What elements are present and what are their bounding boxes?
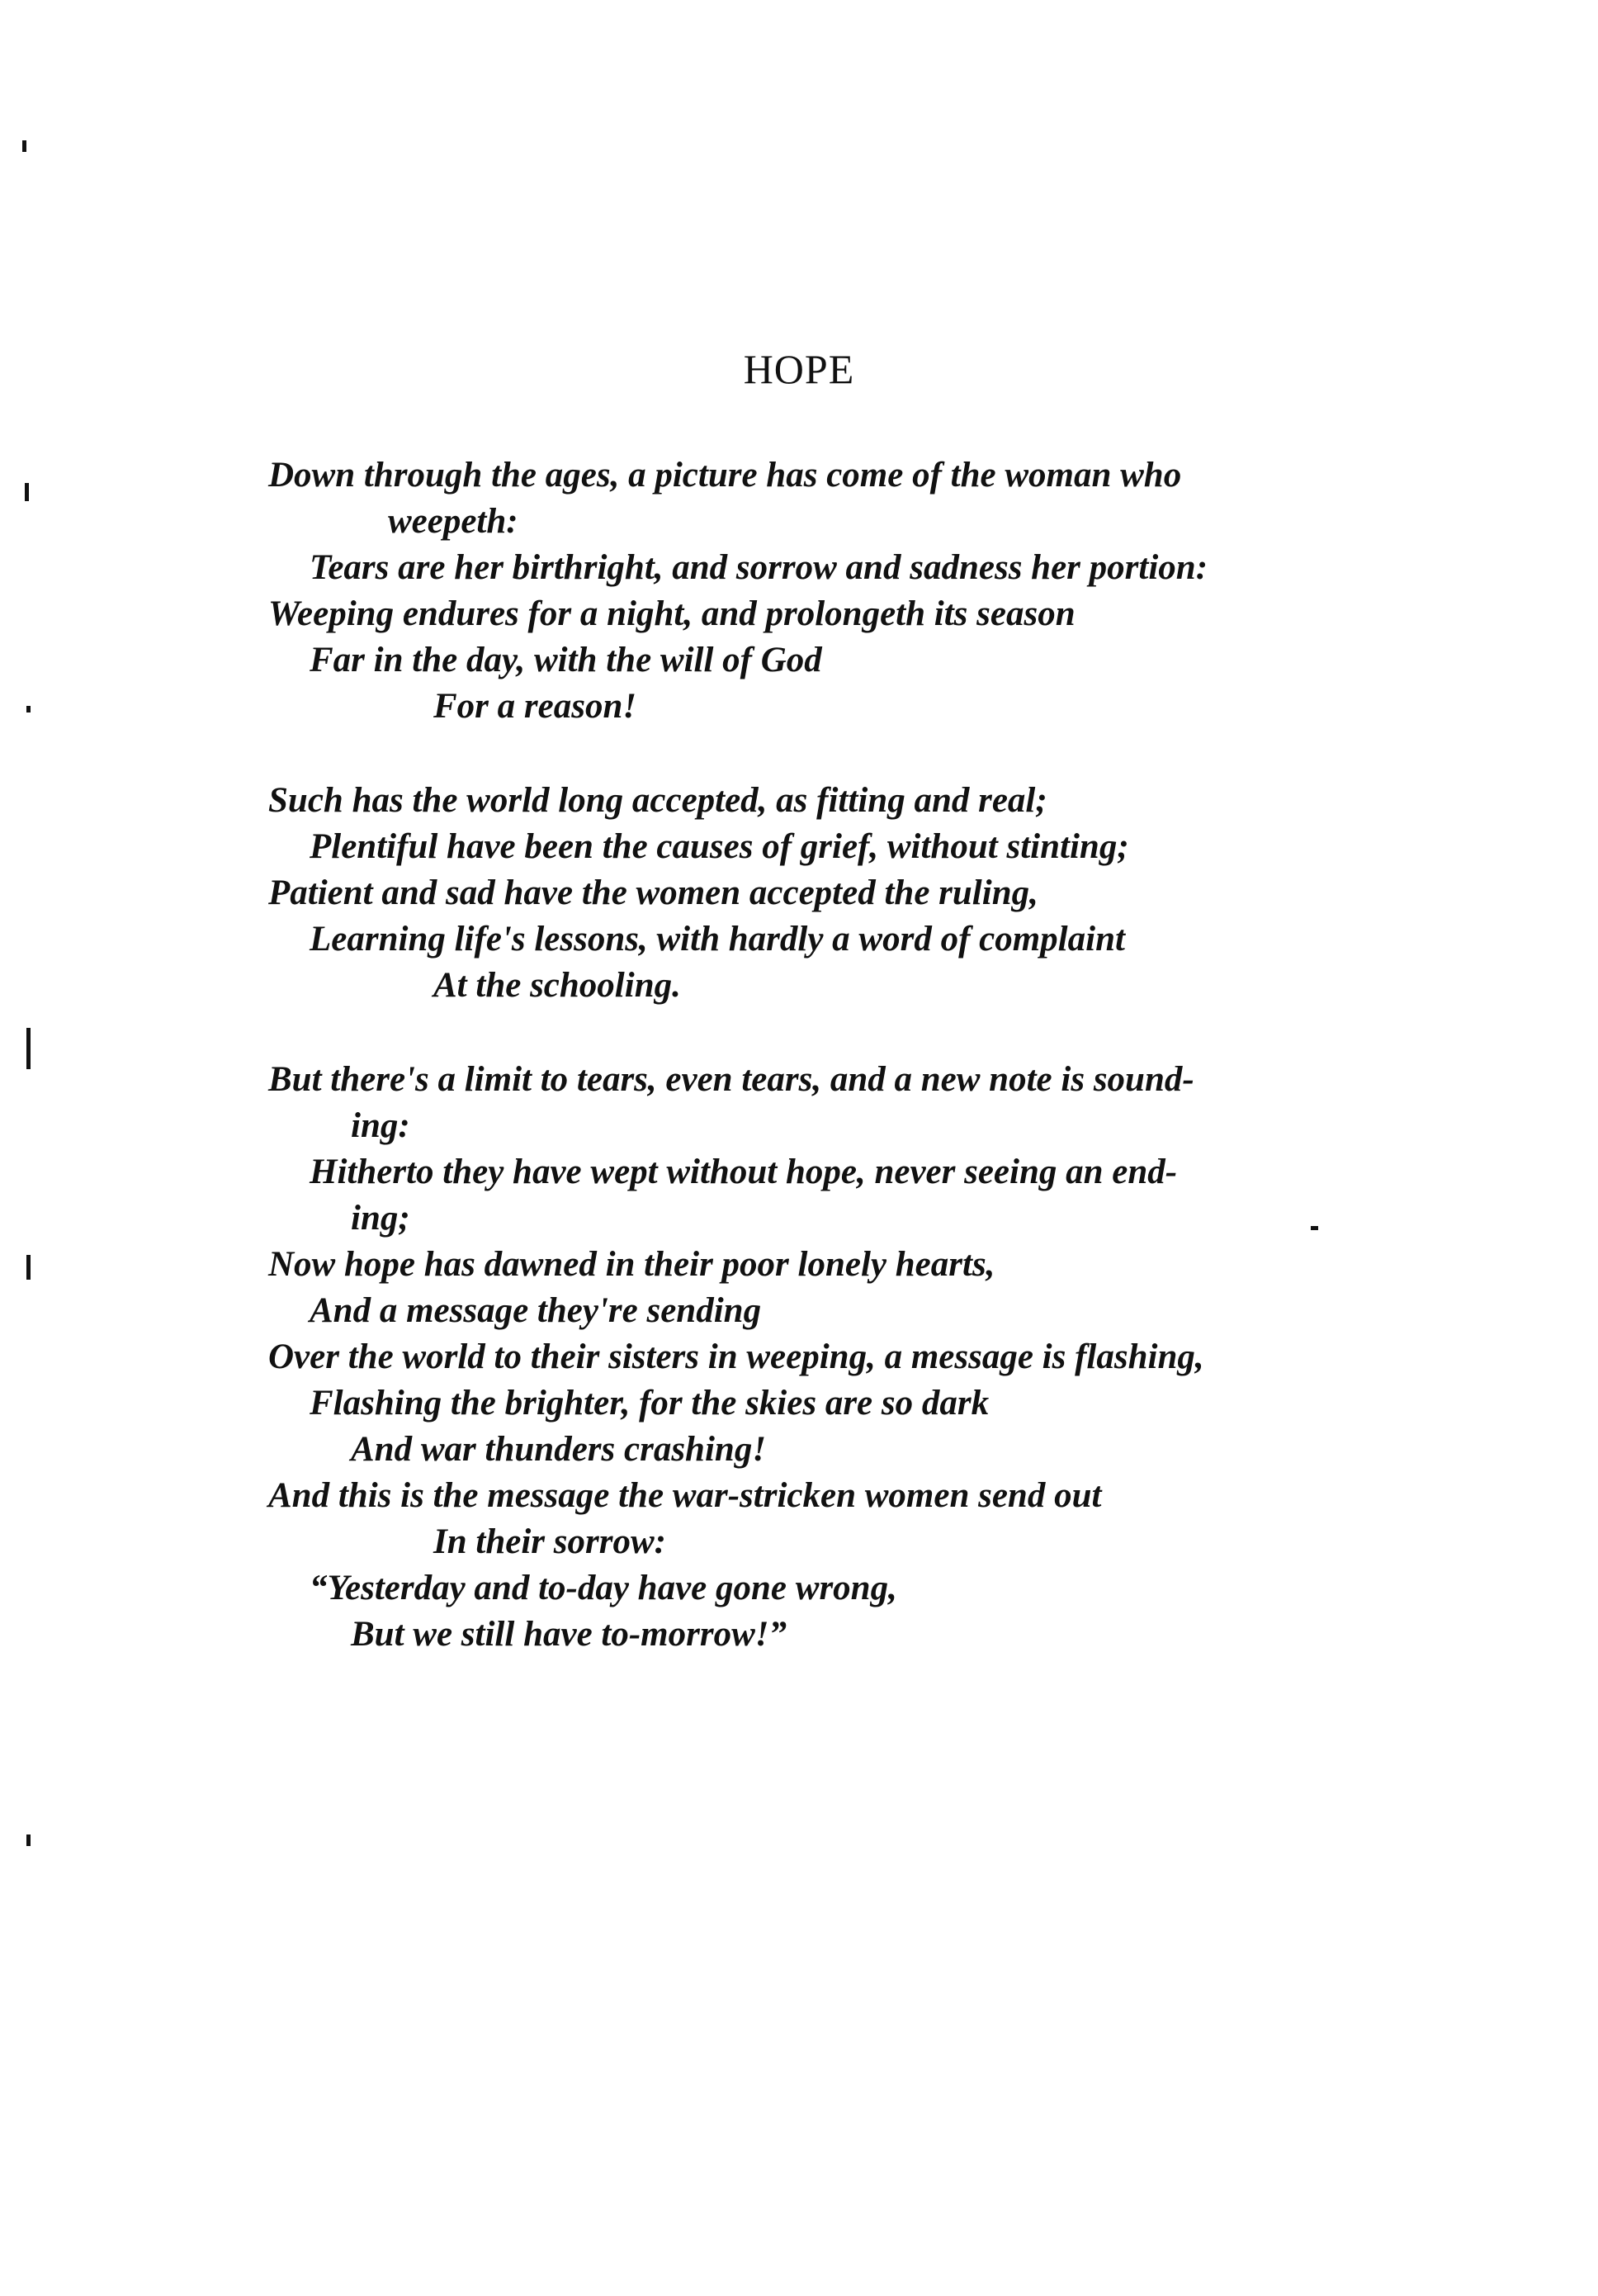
poem-line: Hitherto they have wept without hope, never seeing an end- — [310, 1153, 1178, 1191]
poem-line: And a message they're sending — [310, 1291, 762, 1330]
poem-line: Such has the world long accepted, as fitting and real; — [268, 781, 1047, 820]
poem-line: Plentiful have been the causes of grief, without stinting; — [310, 827, 1129, 866]
poem-line: Tears are her birthright, and sorrow and sadness her portion: — [310, 548, 1208, 587]
poem-title: HOPE — [743, 346, 855, 392]
margin-mark — [22, 140, 26, 152]
poem-line: And this is the message the war-stricken women send out — [268, 1476, 1102, 1515]
margin-mark — [26, 1028, 31, 1069]
stanza-2 — [268, 778, 1440, 1009]
margin-mark — [26, 706, 31, 712]
poem-line: But we still have to-morrow!” — [351, 1615, 787, 1654]
poem-line: At the schooling. — [433, 966, 681, 1005]
poem-line: And war thunders crashing! — [351, 1430, 767, 1469]
poem-line: In their sorrow: — [433, 1522, 666, 1561]
poem-line: Patient and sad have the women accepted the ruling, — [268, 873, 1038, 912]
poem-line: But there's a limit to tears, even tears, and a new note is sound- — [268, 1060, 1194, 1099]
poem-line: ing; — [351, 1199, 410, 1238]
margin-mark — [26, 1255, 31, 1280]
poem-line: For a reason! — [433, 687, 637, 726]
stanza-1 — [268, 452, 1440, 730]
poem-line: Weeping endures for a night, and prolongeth its season — [268, 594, 1076, 633]
poem-line: Now hope has dawned in their poor lonely hearts, — [268, 1245, 995, 1284]
poem-line: ing: — [351, 1106, 410, 1145]
poem-line: Over the world to their sisters in weeping, a message is flashing, — [268, 1337, 1204, 1376]
margin-mark — [25, 483, 29, 501]
poem-line: weepeth: — [388, 502, 518, 541]
poem-line: Far in the day, with the will of God — [310, 641, 822, 679]
poem-line: Down through the ages, a picture has come of the woman who — [268, 456, 1182, 495]
poem-line: Learning life's lessons, with hardly a word of complaint — [310, 920, 1125, 959]
stanza-3 — [268, 1057, 1440, 1658]
poem-body — [268, 452, 1440, 1706]
margin-mark — [26, 1834, 31, 1846]
poem-line: Flashing the brighter, for the skies are so dark — [310, 1384, 990, 1423]
poem-line: “Yesterday and to-day have gone wrong, — [310, 1569, 897, 1607]
